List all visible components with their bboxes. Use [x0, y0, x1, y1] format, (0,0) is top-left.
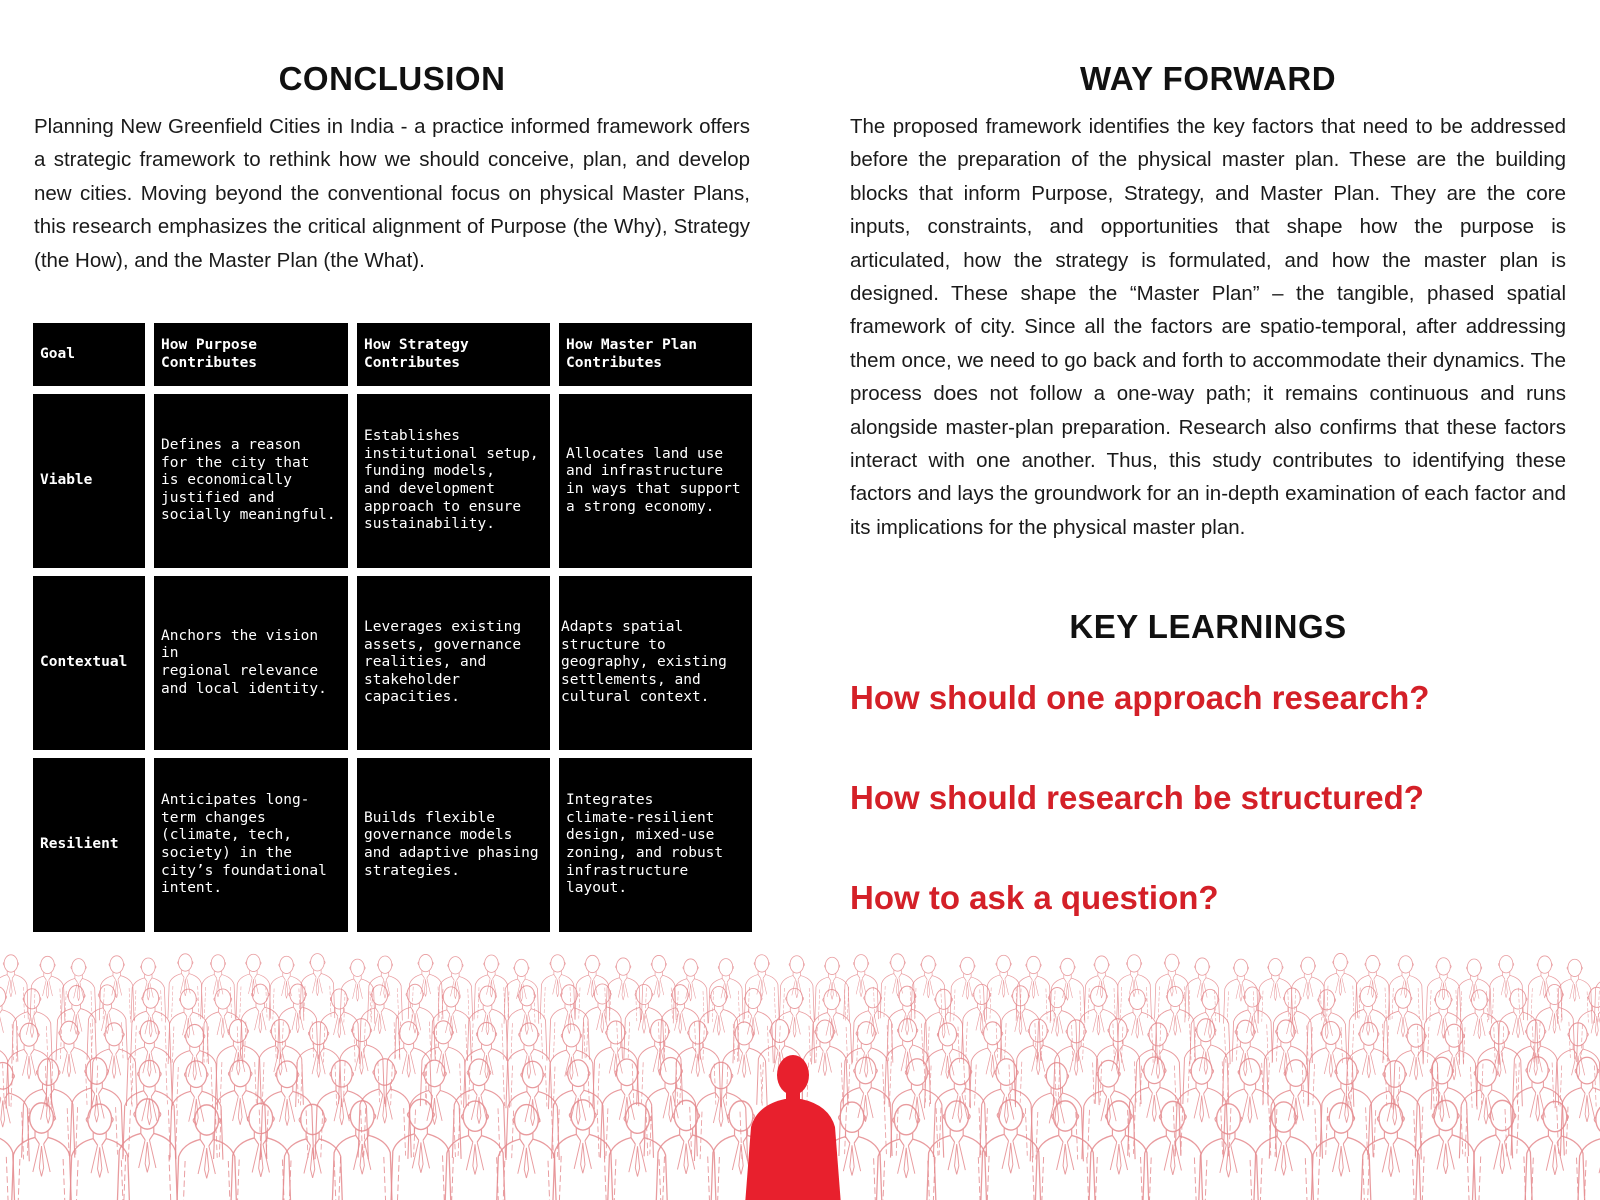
crowd-person-outline: [779, 956, 814, 1020]
crowd-person-outline: [1388, 956, 1423, 1020]
key-learning-question-3: How to ask a question?: [850, 879, 1219, 916]
key-learning-question-2: How should research be structured?: [850, 779, 1424, 816]
crowd-person-outline: [1078, 986, 1118, 1061]
crowd-person-outline: [540, 955, 575, 1019]
table-header-strategy: How Strategy Contributes: [357, 323, 550, 386]
crowd-person-outline: [340, 959, 375, 1023]
crowd-person-outline: [1030, 1063, 1083, 1162]
crowd-person-outline: [1143, 1101, 1203, 1200]
table-cell-resilient-strategy: Builds flexible governance models and adaptive phasing strategies.: [357, 758, 550, 932]
crowd-person-outline: [1307, 990, 1347, 1065]
crowd-person-outline: [812, 990, 852, 1065]
crowd-person-outline: [168, 989, 208, 1064]
way-forward-heading: WAY FORWARD: [1079, 60, 1337, 97]
way-forward-body: The proposed framework identifies the key factors that need to be addressed before the preparation of the physical master plan. These are the building blocks that inform Purpose, Strategy, and Master Plan. They are the core inputs, constraints, and opportunities that shape how the purpose is articulated, how the strategy is formulated, and how the master plan is designed. These shape the “Master Plan” – the tangible, phased spatial framework of city. Since all the factors are spatio-temporal, after addressing them once, we need to go back and forth to accommodate their dynamics. The process does not follow a one-way path; it remains continuous and runs alongside master-plan preparation. Research also confirms that these factors interact with one another. Thus, this study contributes to identifying these factors and lays the groundwork for an in-depth examination of each factor and its implications for the physical master plan.: [850, 115, 1566, 539]
crowd-person-outline: [22, 1059, 75, 1158]
crowd-person-outline: [1037, 988, 1077, 1063]
crowd-person-outline: [215, 1019, 261, 1104]
conclusion-heading: CONCLUSION: [278, 60, 506, 97]
table-cell-viable-master-plan: Allocates land use and infrastructure in ways that support a strong economy.: [559, 394, 752, 568]
crowd-person-outline: [606, 958, 641, 1022]
highlighted-person-figure: [745, 1055, 841, 1200]
crowd-person-outline: [69, 1104, 129, 1200]
crowd-person-outline: [0, 987, 18, 1062]
table-header-master-plan: How Master Plan Contributes: [559, 323, 752, 386]
crowd-person-outline: [176, 1105, 236, 1200]
crowd-person-outline: [656, 1100, 716, 1200]
crowd-person-outline: [744, 955, 779, 1019]
crowd-person-outline: [962, 984, 1002, 1059]
table-cell-contextual-purpose: Anchors the vision in regional relevance and local identity.: [154, 576, 348, 750]
crowd-person-outline: [46, 1021, 92, 1106]
crowd-person-outline: [1089, 1101, 1149, 1200]
crowd-person-outline: [1253, 1102, 1313, 1200]
crowd-person-outline: [391, 1099, 451, 1200]
crowd-person-outline: [30, 956, 65, 1020]
crowd-person-outline: [925, 1023, 971, 1108]
crowd-person-outline: [0, 955, 28, 1019]
crowd-person-outline: [1489, 956, 1524, 1020]
conclusion-body: Planning New Greenfield Cities in India - a practice informed framework offers a strategic framework to rethink how we should conceive, plan, and develop new cities. Moving beyond the conventional focus on physical Master Plans, this research emphasizes the critical alignment of Purpose (the Why), Strategy (the How), and the Master Plan (the What).: [34, 115, 750, 272]
table-header-goal: Goal: [33, 323, 145, 386]
crowd-person-outline: [467, 986, 507, 1061]
crowd-person-outline: [593, 1021, 639, 1106]
crowd-person-outline: [1426, 958, 1461, 1022]
crowd-person-outline: [1258, 959, 1293, 1023]
crowd-person-outline: [1269, 1060, 1322, 1159]
crowd-person-outline: [91, 1023, 137, 1108]
crowd-person-outline: [923, 989, 963, 1064]
crowd-person-outline: [1155, 954, 1190, 1018]
crowd-person-outline: [1323, 953, 1358, 1017]
crowd-person-outline: [506, 1061, 559, 1160]
crowd-person-outline: [0, 1063, 29, 1162]
table-cell-resilient-master-plan: Integrates climate-resilient design, mixed-use zoning, and robust infrastructure layout.: [559, 758, 752, 932]
table-cell-contextual-strategy: Leverages existing assets, governance realities, and stakeholder capacities.: [357, 576, 550, 750]
table-cell-resilient-purpose: Anticipates long- term changes (climate, tech, society) in the city’s foundational intent.: [154, 758, 348, 932]
crowd-with-highlighted-person-illustration: [0, 945, 1600, 1200]
table-cell-contextual-master-plan: Adapts spatial structure to geography, existing settlements, and cultural context.: [559, 576, 752, 750]
crowd-person-outline: [1472, 1100, 1532, 1200]
table-row-goal-contextual: Contextual: [33, 576, 145, 750]
crowd-person-outline: [201, 955, 236, 1019]
table-cell-viable-purpose: Defines a reason for the city that is economically justified and socially meaningful.: [154, 394, 348, 568]
crowd-person-outline: [1348, 986, 1388, 1061]
crowd-person-outline: [843, 1022, 889, 1107]
crowd-person-outline: [802, 1020, 848, 1105]
table-row-goal-viable: Viable: [33, 394, 145, 568]
crowd-person-outline: [880, 954, 915, 1018]
key-learnings-heading: KEY LEARNINGS: [1069, 608, 1347, 645]
crowd-person-outline: [1117, 955, 1152, 1019]
crowd-person-outline: [360, 985, 400, 1060]
crowd-person-outline: [87, 985, 127, 1060]
crowd-person-outline: [332, 1101, 392, 1200]
table-header-purpose: How Purpose Contributes: [154, 323, 348, 386]
crowd-person-outline: [721, 1022, 767, 1107]
table-row-goal-resilient: Resilient: [33, 758, 145, 932]
goals-table: [33, 323, 751, 932]
crowd-person-outline: [1577, 1104, 1600, 1200]
crowd-person-outline: [368, 956, 403, 1020]
table-cell-viable-strategy: Establishes institutional setup, funding models, and development approach to ensure sustainability.: [357, 394, 550, 568]
crowd-person-outline: [269, 956, 304, 1020]
crowd-person-outline: [887, 986, 927, 1061]
crowd-person-outline: [1525, 1101, 1585, 1200]
crowd-person-outline: [1459, 990, 1499, 1065]
crowd-person-outline: [1223, 1059, 1276, 1158]
crowd-person-outline: [1035, 1101, 1095, 1200]
crowd-person-outline: [261, 1061, 314, 1160]
crowd-person-outline: [1016, 956, 1051, 1020]
crowd-person-outline: [240, 984, 280, 1059]
crowd-person-outline: [1224, 959, 1259, 1023]
key-learning-question-1: How should one approach research?: [850, 679, 1430, 716]
crowd-person-outline: [694, 1062, 747, 1161]
